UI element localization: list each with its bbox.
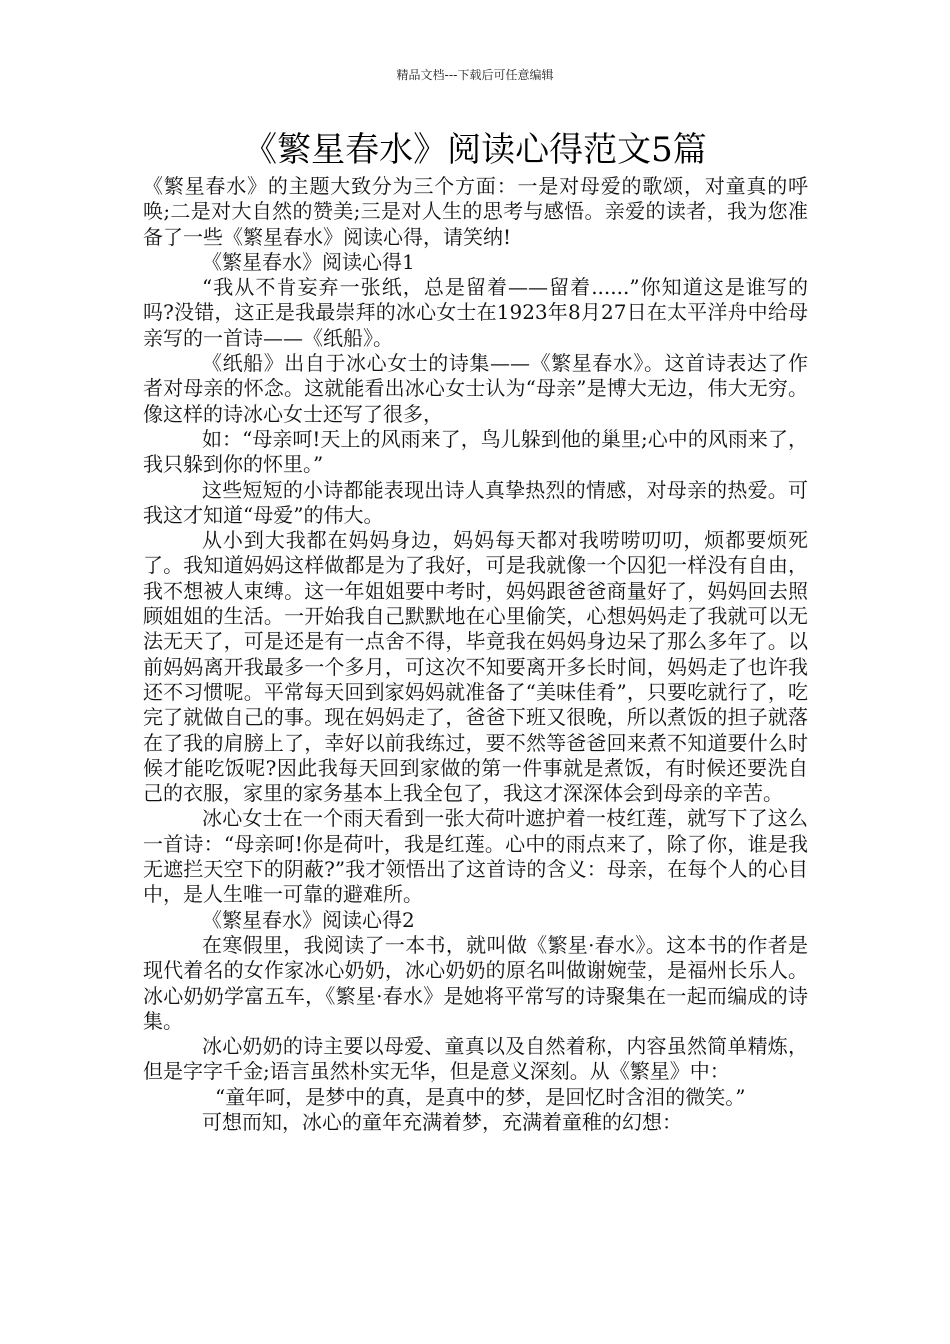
paragraph: 冰心奶奶的诗主要以母爱、童真以及自然着称，内容虽然简单精炼，但是字字千金;语言虽然朴实无华，但是意义深刻。从《繁星》中： (143, 1034, 808, 1084)
paragraph: 如：“母亲呵!天上的风雨来了，鸟儿躲到他的巢里;心中的风雨来了，我只躲到你的怀里。” (143, 426, 808, 477)
paragraph: “童年呵，是梦中的真，是真中的梦，是回忆时含泪的微笑。” (215, 1084, 746, 1109)
paragraph: 这些短短的小诗都能表现出诗人真挚热烈的情感，对母亲的热爱。可我这才知道“母爱”的伟大。 (143, 477, 808, 527)
page-header: 精品文档---下载后可任意编辑 (396, 68, 554, 82)
paragraph: 从小到大我都在妈妈身边，妈妈每天都对我唠唠叨叨，烦都要烦死了。我知道妈妈这样做都是为了我好，可是我就像一个囚犯一样没有自由，我不想被人束缚。这一年姐姐要中考时，妈妈跟爸爸商量好了，妈妈回去照顾姐姐的生活。一开始我自己默默地在心里偷笑，心想妈妈走了我就可以无法无天了，可是还是有一点舍不得，毕竟我在妈妈身边呆了那么多年了。以前妈妈离开我最多一个多月，可这次不知要离开多长时间，妈妈走了也许我还不习惯呢。平常每天回到家妈妈就准备了“美味佳肴”，只要吃就行了，吃完了就做自己的事。现在妈妈走了，爸爸下班又很晚，所以煮饭的担子就落在了我的肩膀上了，幸好以前我练过，要不然等爸爸回来煮不知道要什么时候才能吃饭呢?因此我每天回到家做的第一件事就是煮饭，有时候还要洗自己的衣服，家里的家务基本上我全包了，我这才深深体会到母亲的辛苦。 (143, 528, 808, 806)
paragraph: 冰心女士在一个雨天看到一张大荷叶遮护着一枝红莲，就写下了这么一首诗：“母亲呵!你是荷叶，我是红莲。心中的雨点来了，除了你，谁是我无遮拦天空下的阴蔽?”我才领悟出了这首诗的含义：母亲，在每个人的心目中，是人生唯一可靠的避难所。 (143, 806, 808, 907)
paragraph: 《纸船》出自于冰心女士的诗集——《繁星春水》。这首诗表达了作者对母亲的怀念。这就能看出冰心女士认为“母亲”是博大无边，伟大无穷。像这样的诗冰心女士还写了很多， (143, 351, 808, 426)
paragraph: 《繁星春水》的主题大致分为三个方面：一是对母爱的歌颂，对童真的呼唤;二是对大自然的赞美;三是对人生的思考与感悟。亲爱的读者，我为您准备了一些《繁星春水》阅读心得，请笑纳! (143, 174, 808, 249)
paragraph: “我从不肯妄弃一张纸，总是留着——留着......”你知道这是谁写的吗?没错，这正是我最崇拜的冰心女士在1923年8月27日在太平洋舟中给母亲写的一首诗——《纸船》。 (143, 275, 808, 350)
document-body (143, 174, 808, 1135)
paragraph: 《繁星春水》阅读心得2 (202, 907, 415, 932)
document-title: 《繁星春水》阅读心得范文5篇 (243, 130, 707, 170)
paragraph: 在寒假里，我阅读了一本书，就叫做《繁星·春水》。这本书的作者是现代着名的女作家冰心奶奶，冰心奶奶的原名叫做谢婉莹，是福州长乐人。冰心奶奶学富五车，《繁星·春水》是她将平常写的诗聚集在一起而编成的诗集。 (143, 932, 808, 1033)
paragraph: 《繁星春水》阅读心得1 (202, 249, 415, 274)
paragraph: 可想而知，冰心的童年充满着梦，充满着童稚的幻想： (202, 1109, 682, 1134)
